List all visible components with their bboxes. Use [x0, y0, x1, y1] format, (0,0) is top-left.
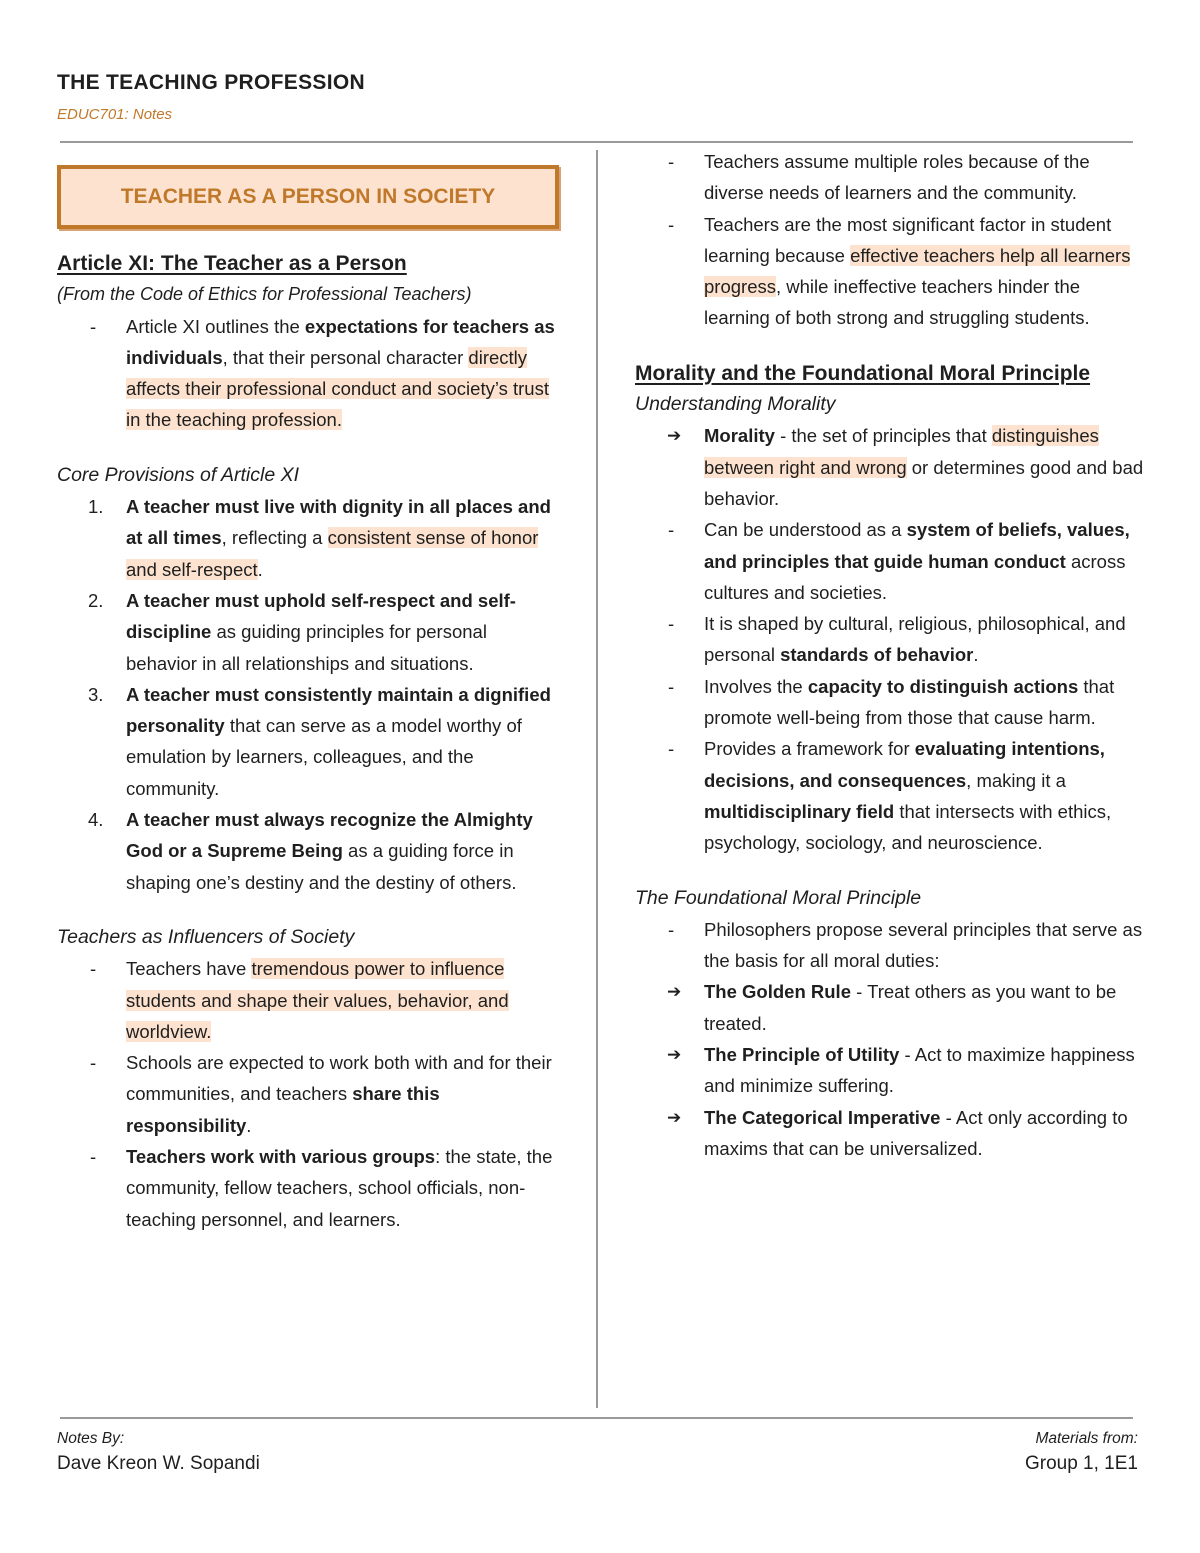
list-item: ➔ The Golden Rule - Treat others as you want to be treated.	[635, 976, 1145, 1039]
footer-right-label: Materials from:	[1035, 1430, 1138, 1447]
left-column	[57, 165, 562, 1235]
list-item: - Provides a framework for evaluating intentions, decisions, and consequences, making it a multidisciplinary field that intersects with ethics, psychology, sociology, and neuroscience.	[635, 733, 1145, 858]
footer-left-label: Notes By:	[57, 1430, 125, 1447]
list-item: 4. A teacher must always recognize the Almighty God or a Supreme Being as a guiding force in shaping one’s destiny and the destiny of others.	[88, 809, 533, 893]
list-item: - Teachers assume multiple roles because of the diverse needs of learners and the community.	[635, 146, 1145, 209]
list-item: ➔ The Categorical Imperative - Act only according to maxims that can be universalized.	[635, 1102, 1145, 1165]
article-source: (From the Code of Ethics for Professional Teachers)	[57, 284, 472, 305]
list-item: ➔ The Principle of Utility - Act to maximize happiness and minimize suffering.	[635, 1039, 1145, 1102]
list-item: - Article XI outlines the expectations for teachers as individuals, that their personal character directly affects their professional conduct and society’s trust in the teaching profession.	[57, 311, 562, 436]
footer-left-name: Dave Kreon W. Sopandi	[57, 1453, 260, 1474]
list-item: ➔ Morality - the set of principles that distinguishes between right and wrong or determines good and bad behavior.	[635, 420, 1145, 514]
page-title: THE TEACHING PROFESSION	[57, 71, 365, 94]
list-item: 2. A teacher must uphold self-respect and self-discipline as guiding principles for personal behavior in all relationships and situations.	[88, 589, 516, 674]
list-item: - Teachers have tremendous power to influence students and shape their values, behavior, and worldview.	[57, 953, 562, 1047]
list-item: - Schools are expected to work both with and for their communities, and teachers share this responsibility.	[57, 1047, 562, 1141]
list-item: - Involves the capacity to distinguish actions that promote well-being from those that cause harm.	[635, 671, 1145, 734]
list-item: - Teachers work with various groups: the state, the community, fellow teachers, school officials, non-teaching personnel, and learners.	[57, 1141, 562, 1235]
intro-list	[57, 311, 562, 436]
footer-materials-from	[1025, 1430, 1138, 1475]
list-item: - Can be understood as a system of beliefs, values, and principles that guide human conduct across cultures and societies.	[635, 514, 1145, 608]
section-title: TEACHER AS A PERSON IN SOCIETY	[120, 185, 496, 209]
continued-list	[635, 146, 1145, 334]
principles-list	[635, 914, 1145, 1164]
header-divider	[60, 141, 1133, 143]
core-provisions-heading: Core Provisions of Article XI	[57, 463, 300, 486]
section-title-box	[57, 165, 559, 229]
morality-list	[635, 420, 1145, 858]
influencers-list	[57, 953, 562, 1235]
list-item: 3. A teacher must consistently maintain a dignified personality that can serve as a model worthy of emulation by learners, colleagues, and the community.	[88, 683, 551, 799]
footer-right-name: Group 1, 1E1	[1024, 1453, 1138, 1474]
page-subtitle: EDUC701: Notes	[57, 106, 173, 123]
influencers-heading: Teachers as Influencers of Society	[57, 925, 355, 948]
list-item: 1. A teacher must live with dignity in all places and at all times, reflecting a consistent sense of honor and self-respect.	[88, 496, 551, 580]
column-divider	[596, 150, 598, 1408]
provisions-list	[57, 491, 562, 898]
foundational-principle-heading: The Foundational Moral Principle	[635, 886, 922, 909]
footer-divider	[60, 1417, 1133, 1419]
list-item: - Teachers are the most significant factor in student learning because effective teachers help all learners progress, while ineffective teachers hinder the learning of both strong and struggling students.	[635, 209, 1145, 334]
understanding-morality-heading: Understanding Morality	[635, 393, 836, 416]
footer-notes-by	[57, 1430, 260, 1475]
morality-heading: Morality and the Foundational Moral Principle	[635, 361, 1091, 385]
list-item: - Philosophers propose several principles that serve as the basis for all moral duties:	[635, 914, 1145, 977]
right-column	[635, 146, 1145, 1164]
list-item: - It is shaped by cultural, religious, philosophical, and personal standards of behavior.	[635, 608, 1145, 671]
article-heading: Article XI: The Teacher as a Person	[57, 252, 407, 275]
